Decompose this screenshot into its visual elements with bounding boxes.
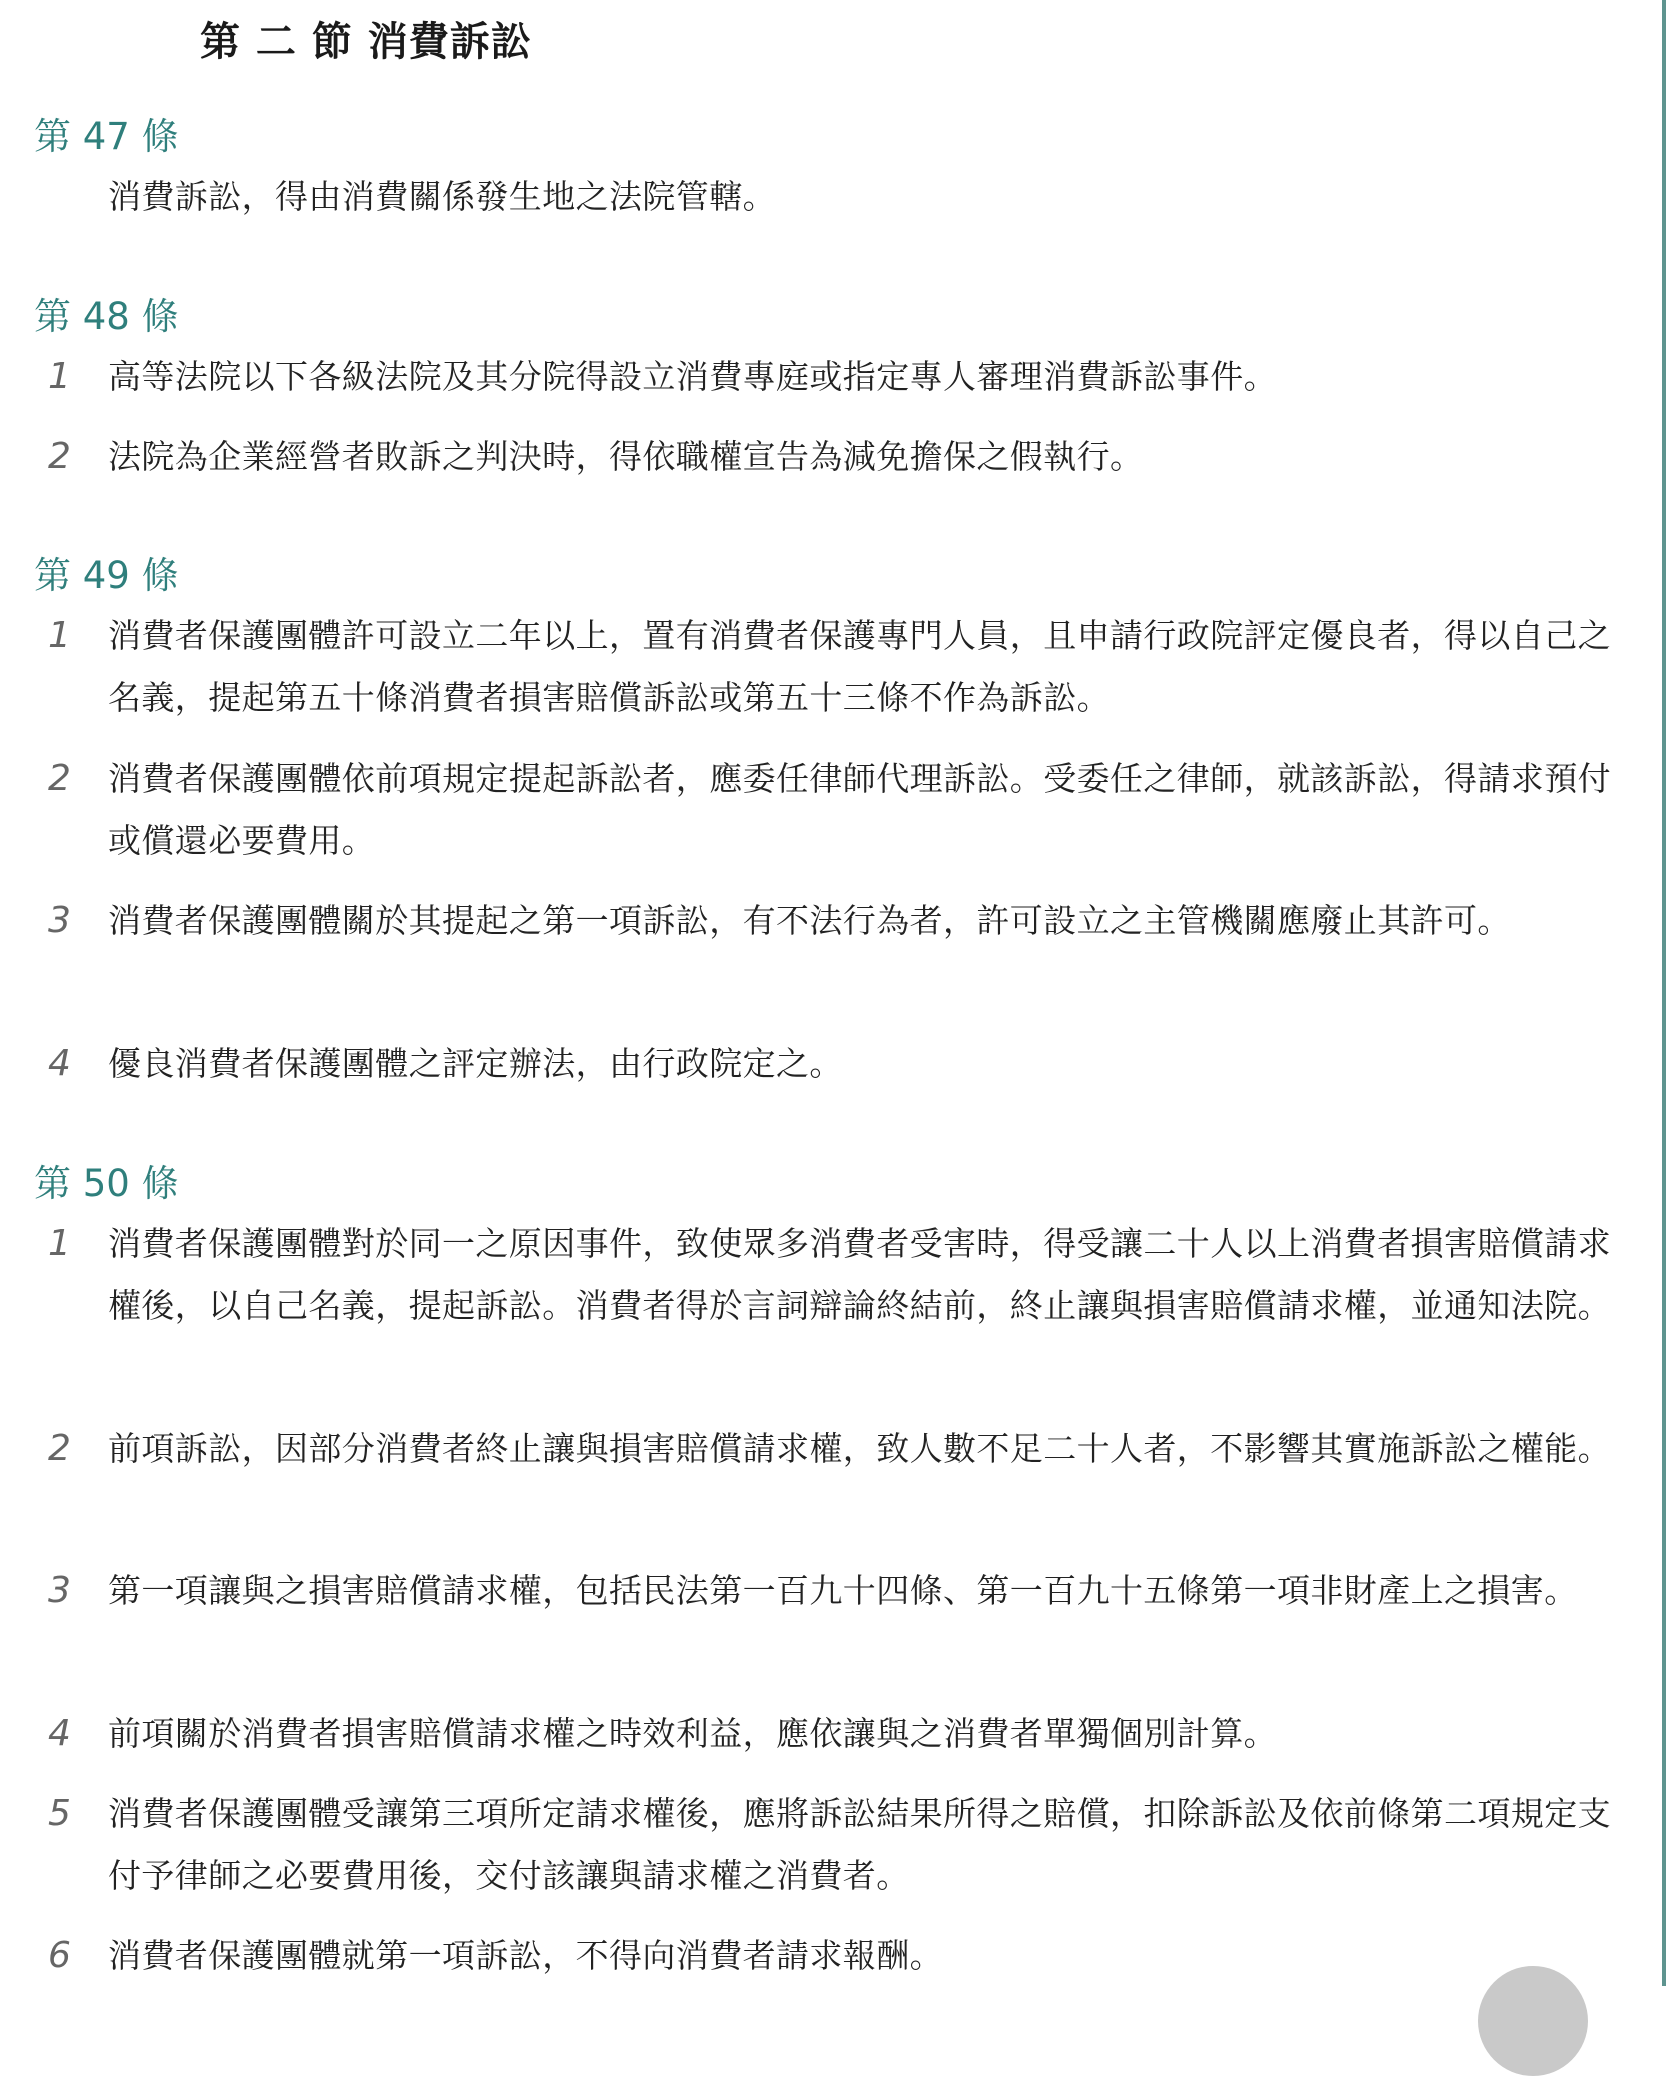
paragraph-text: 前項關於消費者損害賠償請求權之時效利益，應依讓與之消費者單獨個別計算。 bbox=[108, 1714, 1277, 1753]
paragraph-text: 前項訴訟，因部分消費者終止讓與損害賠償請求權，致人數不足二十人者，不影響其實施訴訟之權能。 bbox=[108, 1429, 1611, 1468]
paragraph-text: 消費訴訟，得由消費關係發生地之法院管轄。 bbox=[108, 177, 776, 216]
paragraph-number: 2 bbox=[48, 1428, 71, 1469]
paragraph-text: 消費者保護團體受讓第三項所定請求權後，應將訴訟結果所得之賠償，扣除訴訟及依前條第二項規定支付予律師之必要費用後，交付該讓與請求權之消費者。 bbox=[108, 1794, 1611, 1895]
paragraph-text: 高等法院以下各級法院及其分院得設立消費專庭或指定專人審理消費訴訟事件。 bbox=[108, 357, 1277, 396]
paragraph-number: 1 bbox=[48, 1223, 71, 1264]
article-title[interactable]: 第 50 條 bbox=[34, 1162, 179, 1205]
paragraph-text: 消費者保護團體依前項規定提起訴訟者，應委任律師代理訴訟。受委任之律師，就該訴訟，得請求預付或償還必要費用。 bbox=[108, 759, 1611, 860]
paragraph-text: 消費者保護團體許可設立二年以上，置有消費者保護專門人員，且申請行政院評定優良者，得以自己之名義，提起第五十條消費者損害賠償訴訟或第五十三條不作為訴訟。 bbox=[108, 616, 1611, 717]
paragraph-text: 法院為企業經營者敗訴之判決時，得依職權宣告為減免擔保之假執行。 bbox=[108, 437, 1144, 476]
paragraph-number: 3 bbox=[48, 900, 71, 941]
paragraph-number: 5 bbox=[48, 1793, 71, 1834]
paragraph-number: 1 bbox=[48, 356, 71, 397]
paragraph-text: 第一項讓與之損害賠償請求權，包括民法第一百九十四條、第一百九十五條第一項非財產上之損害。 bbox=[108, 1571, 1578, 1610]
paragraph-number: 4 bbox=[48, 1713, 71, 1754]
paragraph-text: 消費者保護團體關於其提起之第一項訴訟，有不法行為者，許可設立之主管機關應廢止其許可。 bbox=[108, 901, 1511, 940]
paragraph-text: 優良消費者保護團體之評定辦法，由行政院定之。 bbox=[108, 1044, 843, 1083]
article-title[interactable]: 第 49 條 bbox=[34, 554, 179, 597]
paragraph-number: 4 bbox=[48, 1043, 71, 1084]
paragraph-number: 2 bbox=[48, 436, 71, 477]
scroll-to-top-button[interactable] bbox=[1478, 1966, 1588, 2076]
paragraph-text: 消費者保護團體對於同一之原因事件，致使眾多消費者受害時，得受讓二十人以上消費者損害賠償請求權後，以自己名義，提起訴訟。消費者得於言詞辯論終結前，終止讓與損害賠償請求權，並通知法院。 bbox=[108, 1224, 1611, 1325]
article-title[interactable]: 第 47 條 bbox=[34, 115, 179, 158]
article-title[interactable]: 第 48 條 bbox=[34, 295, 179, 338]
paragraph-text: 消費者保護團體就第一項訴訟，不得向消費者請求報酬。 bbox=[108, 1936, 943, 1975]
paragraph-number: 3 bbox=[48, 1570, 71, 1611]
section-title: 第 二 節 消費訴訟 bbox=[200, 19, 532, 65]
paragraph-number: 1 bbox=[48, 615, 71, 656]
right-border-rule bbox=[1662, 0, 1666, 1986]
paragraph-number: 6 bbox=[48, 1935, 71, 1976]
paragraph-number: 2 bbox=[48, 758, 71, 799]
